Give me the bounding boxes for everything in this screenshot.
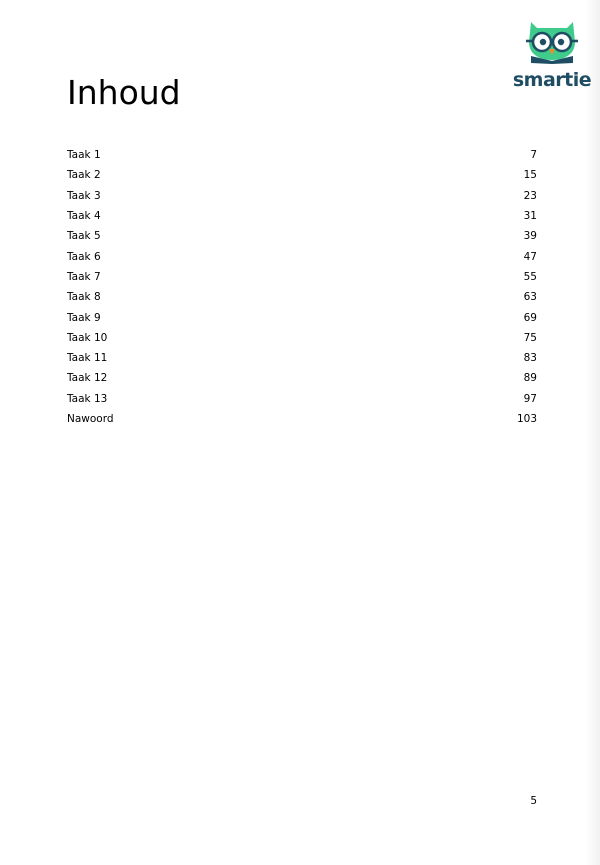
toc-entry-label: Nawoord bbox=[67, 413, 114, 425]
toc-entry[interactable] bbox=[67, 206, 537, 226]
toc-entry-label: Taak 10 bbox=[67, 331, 108, 344]
toc-entry-label: Taak 6 bbox=[67, 250, 101, 263]
toc-entry-page: 63 bbox=[523, 291, 537, 304]
toc-entry[interactable] bbox=[67, 246, 537, 266]
toc-entry[interactable] bbox=[67, 287, 537, 307]
page-edge-shadow bbox=[586, 0, 600, 865]
toc-entry-page: 31 bbox=[523, 210, 537, 223]
toc-entry[interactable] bbox=[67, 389, 537, 409]
toc-entry-page: 39 bbox=[523, 230, 537, 243]
toc-entry[interactable] bbox=[67, 186, 537, 206]
toc-entry-page: 97 bbox=[523, 392, 537, 405]
toc-entry-page: 89 bbox=[523, 372, 537, 385]
toc-entry-label: Taak 1 bbox=[67, 149, 101, 162]
toc-entry-page: 55 bbox=[523, 270, 537, 283]
toc-entry-label: Taak 9 bbox=[67, 311, 101, 324]
toc-entry-label: Taak 13 bbox=[67, 392, 108, 405]
toc-entry[interactable] bbox=[67, 409, 537, 429]
owl-with-glasses-icon bbox=[523, 18, 581, 64]
toc-entry-page: 69 bbox=[523, 311, 537, 324]
toc-entry[interactable] bbox=[67, 145, 537, 165]
toc-entry-label: Taak 8 bbox=[67, 291, 101, 304]
toc-entry-page: 23 bbox=[523, 189, 537, 202]
toc-entry[interactable] bbox=[67, 267, 537, 287]
toc-entry-page: 75 bbox=[523, 331, 537, 344]
page-number: 5 bbox=[530, 795, 537, 807]
toc-entry-page: 47 bbox=[523, 250, 537, 263]
toc-entry-label: Taak 5 bbox=[67, 230, 101, 243]
toc-entry[interactable] bbox=[67, 307, 537, 327]
toc-entry-label: Taak 7 bbox=[67, 270, 101, 283]
toc-entry-label: Taak 2 bbox=[67, 169, 101, 182]
toc-entry-page: 7 bbox=[530, 149, 537, 162]
page-title: Inhoud bbox=[67, 73, 181, 112]
smartie-logo bbox=[512, 18, 592, 94]
toc-entry-label: Taak 12 bbox=[67, 372, 108, 385]
toc-entry[interactable] bbox=[67, 226, 537, 246]
toc-entry-page: 83 bbox=[523, 352, 537, 365]
toc-entry-page: 103 bbox=[516, 413, 537, 425]
toc-entry-label: Taak 11 bbox=[67, 352, 108, 365]
logo-wordmark: smartie bbox=[512, 69, 592, 91]
toc-entry[interactable] bbox=[67, 368, 537, 388]
toc-entry-label: Taak 3 bbox=[67, 189, 101, 202]
table-of-contents bbox=[67, 145, 537, 429]
toc-entry[interactable] bbox=[67, 165, 537, 185]
toc-entry[interactable] bbox=[67, 328, 537, 348]
toc-entry[interactable] bbox=[67, 348, 537, 368]
toc-entry-page: 15 bbox=[523, 169, 537, 182]
toc-entry-label: Taak 4 bbox=[67, 210, 101, 223]
